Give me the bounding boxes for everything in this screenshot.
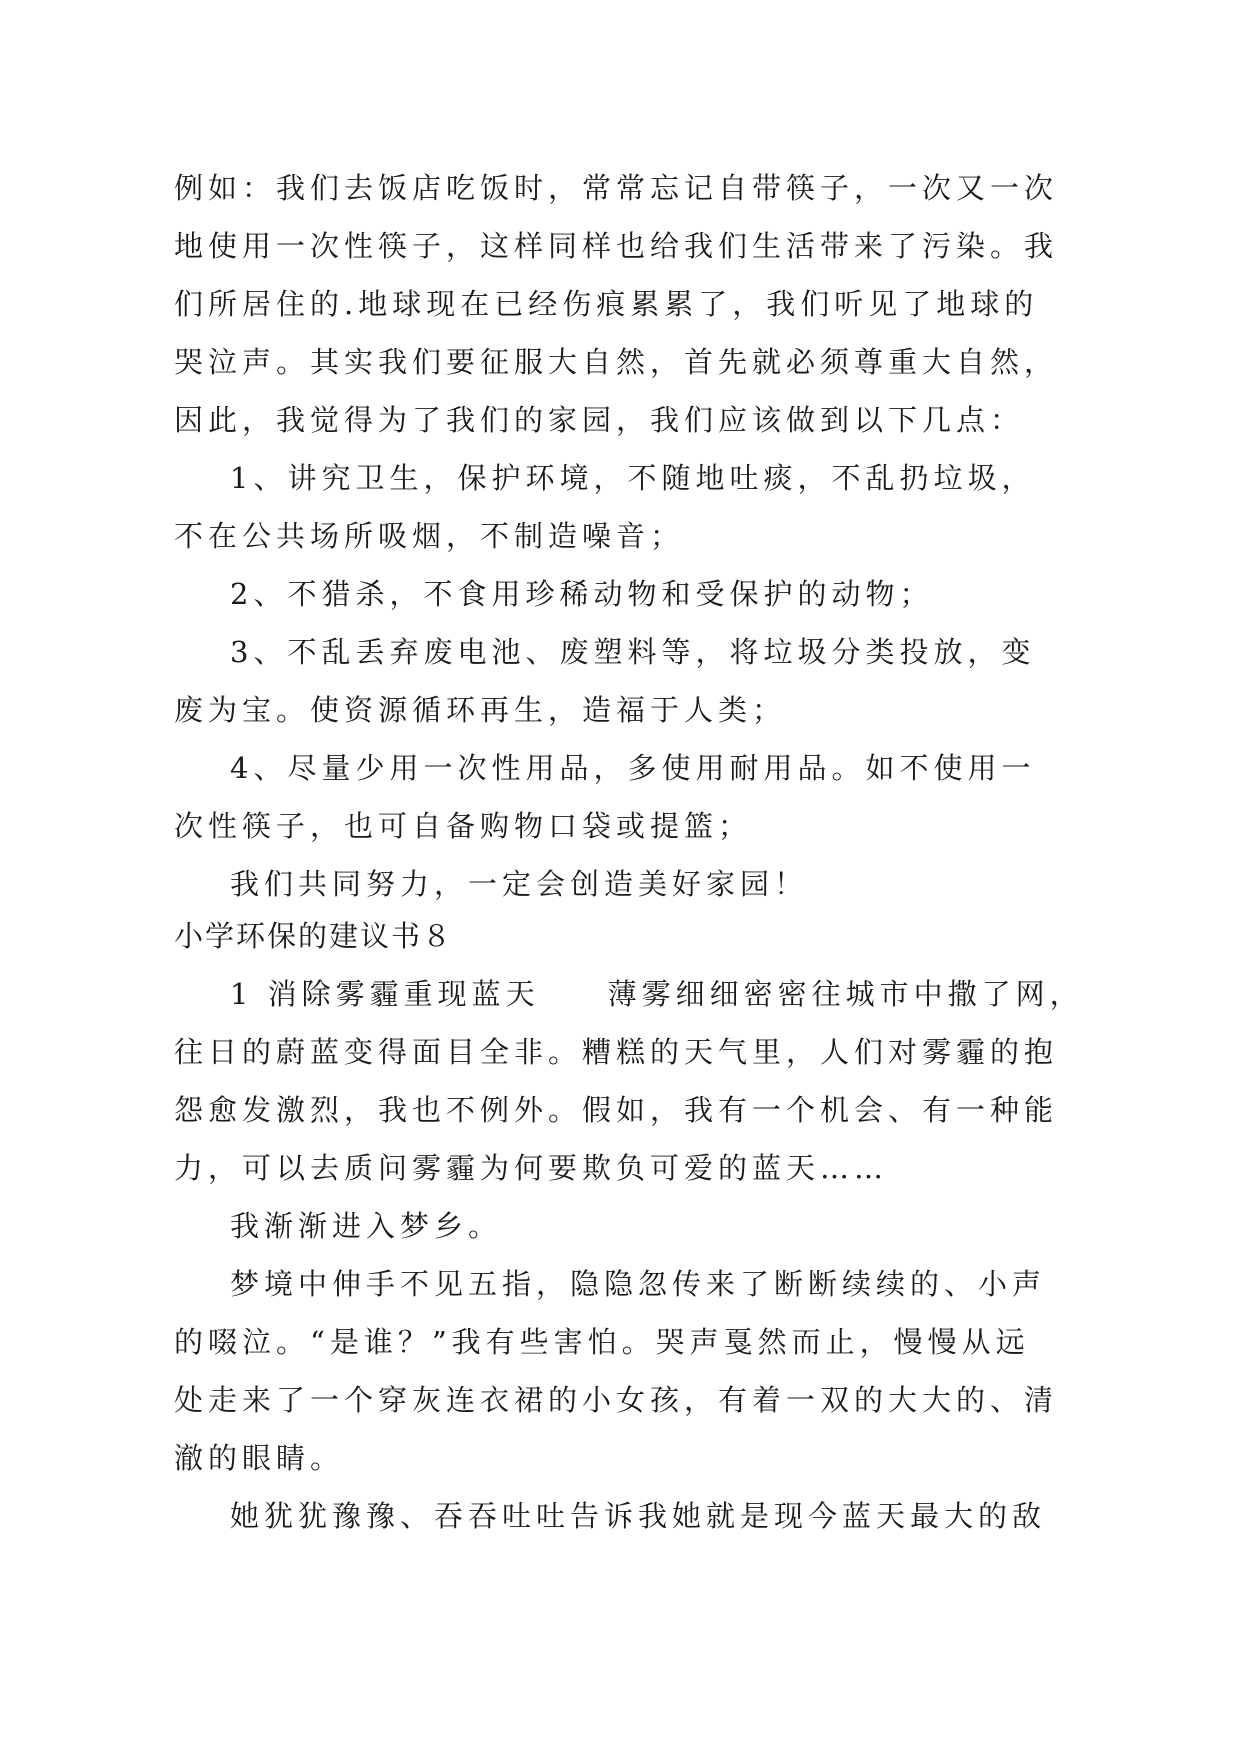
text-line: 处走来了一个穿灰连衣裙的小女孩，有着一双的大大的、清 — [174, 1383, 1059, 1417]
section-heading: 小学环保的建议书８ — [174, 919, 454, 953]
list-item: 1、讲究卫生，保护环境，不随地吐痰，不乱扔垃圾， — [230, 461, 1036, 495]
text-line: 往日的蔚蓝变得面目全非。糟糕的天气里，人们对雾霾的抱 — [174, 1035, 1059, 1069]
paragraph-line: 我们共同努力，一定会创造美好家园！ — [230, 867, 809, 901]
text-line: 因此，我觉得为了我们的家园，我们应该做到以下几点： — [174, 403, 1025, 437]
text-line: 地使用一次性筷子，这样同样也给我们生活带来了污染。我 — [174, 229, 1059, 263]
text-line: 力，可以去质问雾霾为何要欺负可爱的蓝天…… — [174, 1151, 889, 1185]
paragraph-line: 她犹犹豫豫、吞吞吐吐告诉我她就是现今蓝天最大的敌 — [230, 1499, 1047, 1533]
list-item: 3、不乱丢弃废电池、废塑料等，将垃圾分类投放，变 — [230, 635, 1036, 669]
text-line: 的啜泣。“是谁？”我有些害怕。哭声戛然而止，慢慢从远 — [174, 1325, 1030, 1359]
paragraph-line: 梦境中伸手不见五指，隐隐忽传来了断断续续的、小声 — [230, 1267, 1047, 1301]
text-line: 不在公共场所吸烟，不制造噪音； — [174, 519, 685, 553]
text-line: 澈的眼睛。 — [174, 1441, 345, 1475]
list-item: 4、尽量少用一次性用品，多使用耐用品。如不使用一 — [230, 751, 1036, 785]
text-line: 哭泣声。其实我们要征服大自然，首先就必须尊重大自然， — [174, 345, 1059, 379]
text-line: 例如：我们去饭店吃饭时，常常忘记自带筷子，一次又一次 — [174, 171, 1059, 205]
text-line: 废为宝。使资源循环再生，造福于人类； — [174, 693, 787, 727]
text-line: 们所居住的.地球现在已经伤痕累累了，我们听见了地球的 — [174, 287, 1039, 321]
text-line: 次性筷子，也可自备购物口袋或提篮； — [174, 809, 753, 843]
paragraph-line: 我渐渐进入梦乡。 — [230, 1209, 503, 1243]
text-line: 怨愈发激烈，我也不例外。假如，我有一个机会、有一种能 — [174, 1093, 1059, 1127]
list-item: 2、不猎杀，不食用珍稀动物和受保护的动物； — [230, 577, 934, 611]
paragraph-line: 1 消除雾霾重现蓝天 薄雾细细密密往城市中撒了网， — [230, 977, 1084, 1011]
